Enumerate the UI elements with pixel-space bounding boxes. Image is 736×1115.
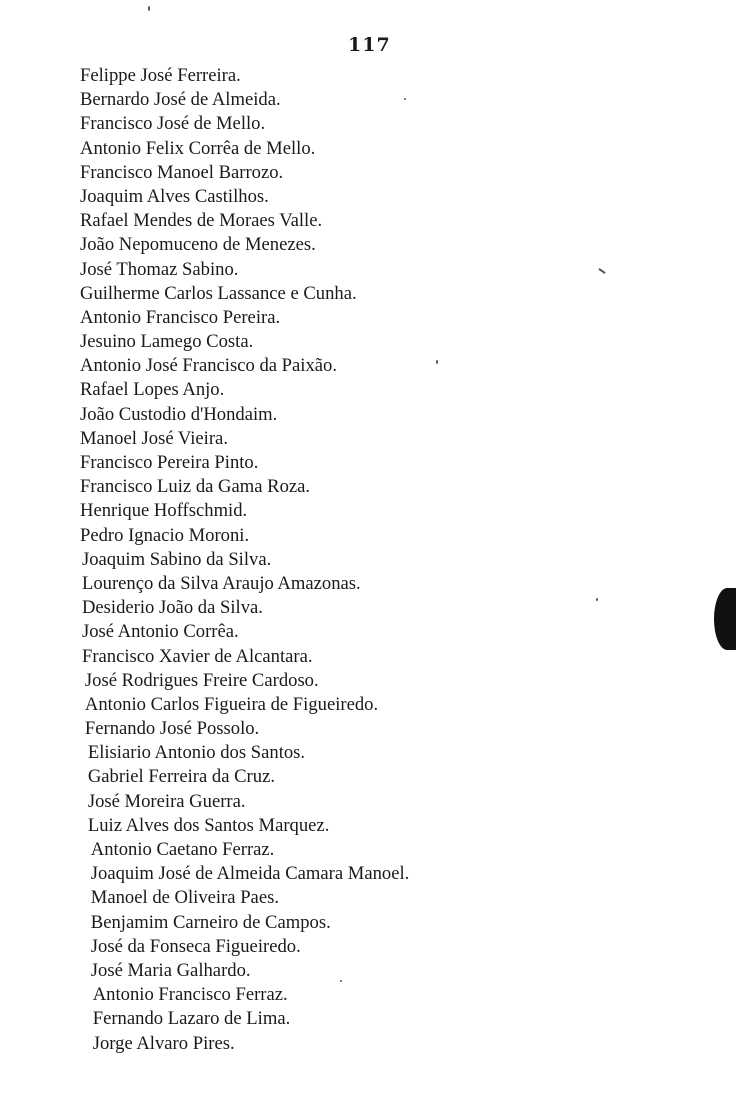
scan-speck [436, 360, 438, 364]
name-entry: Luiz Alves dos Santos Marquez. [87, 814, 330, 836]
name-entry: Joaquim José de Almeida Camara Manoel. [90, 863, 410, 885]
name-entry: Francisco José de Mello. [80, 113, 266, 135]
name-entry: Rafael Mendes de Moraes Valle. [80, 210, 323, 232]
name-entry: José Thomaz Sabino. [80, 258, 239, 280]
name-entry: Manoel de Oliveira Paes. [90, 887, 280, 909]
name-entry: Francisco Luiz da Gama Roza. [80, 476, 311, 498]
scan-speck [148, 6, 150, 11]
name-entry: Jesuino Lamego Costa. [80, 331, 254, 353]
name-entry: Antonio Francisco Ferraz. [92, 984, 288, 1006]
name-entry: Fernando Lazaro de Lima. [92, 1008, 291, 1030]
name-entry: Guilherme Carlos Lassance e Cunha. [80, 282, 357, 304]
name-entry: Rafael Lopes Anjo. [80, 379, 225, 401]
name-entry: Gabriel Ferreira da Cruz. [87, 766, 275, 788]
scan-speck [404, 98, 406, 100]
page-edge-blot [714, 588, 736, 650]
name-entry: Antonio Carlos Figueira de Figueiredo. [84, 693, 379, 715]
name-entry: José da Fonseca Figueiredo. [90, 935, 301, 957]
name-entry: Felippe José Ferreira. [80, 65, 241, 86]
name-entry: Henrique Hoffschmid. [80, 500, 248, 522]
name-entry: Desiderio João da Silva. [81, 597, 263, 619]
name-entry: Pedro Ignacio Moroni. [80, 524, 250, 546]
name-entry: Bernardo José de Almeida. [80, 89, 281, 111]
name-entry: José Antonio Corrêa. [81, 621, 239, 643]
name-entry: Francisco Pereira Pinto. [80, 452, 259, 473]
name-entry: José Maria Galhardo. [90, 959, 251, 981]
name-entry: Benjamim Carneiro de Campos. [90, 911, 331, 933]
name-entry: José Moreira Guerra. [87, 790, 246, 812]
name-entry: Lourenço da Silva Araujo Amazonas. [81, 572, 361, 594]
name-entry: Manoel José Vieira. [80, 427, 228, 449]
name-entry: Fernando José Possolo. [84, 718, 260, 740]
name-entry: José Rodrigues Freire Cardoso. [84, 669, 319, 691]
scan-speck [596, 598, 598, 601]
name-entry: João Custodio d'Hondaim. [80, 403, 278, 425]
name-list [80, 64, 416, 1056]
name-entry: Antonio José Francisco da Paixão. [80, 355, 338, 377]
name-entry: Antonio Felix Corrêa de Mello. [80, 137, 316, 159]
page-number: 117 [348, 34, 391, 56]
name-entry: Elisiario Antonio dos Santos. [87, 742, 306, 764]
name-entry: Antonio Caetano Ferraz. [90, 839, 275, 860]
name-entry: João Nepomuceno de Menezes. [80, 234, 316, 256]
name-entry: Joaquim Alves Castilhos. [80, 185, 269, 207]
name-entry: Francisco Manoel Barrozo. [80, 161, 284, 183]
name-entry: Antonio Francisco Pereira. [80, 306, 281, 328]
name-entry: Joaquim Sabino da Silva. [81, 548, 272, 570]
name-entry: Jorge Alvaro Pires. [92, 1032, 235, 1054]
scan-speck [340, 980, 342, 982]
scan-speck [598, 268, 606, 274]
name-entry: Francisco Xavier de Alcantara. [81, 645, 313, 667]
